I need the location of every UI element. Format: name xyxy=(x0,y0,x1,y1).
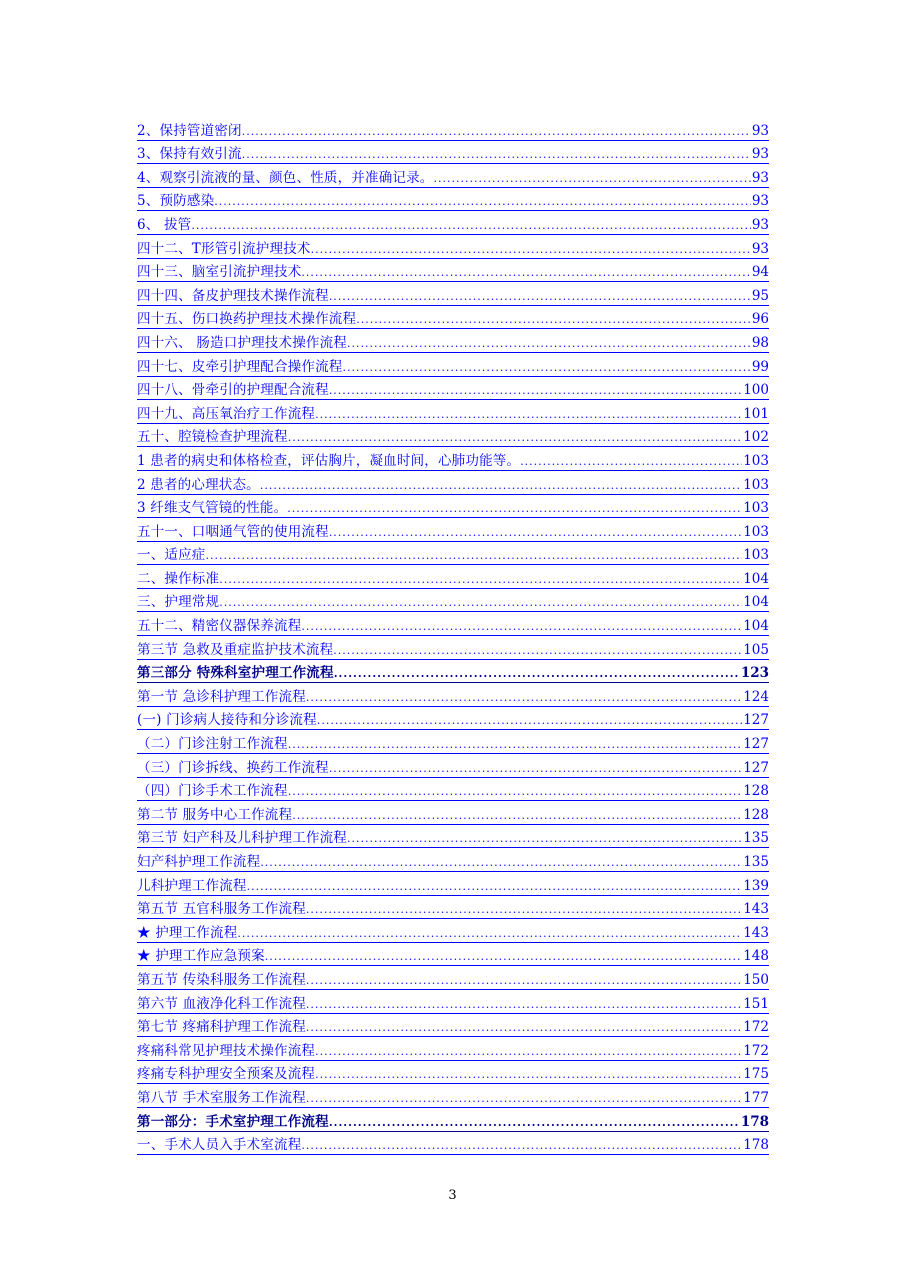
toc-dot-leader xyxy=(260,854,742,871)
toc-entry-page: 104 xyxy=(743,618,769,635)
toc-entry-title: 第一部分：手术室护理工作流程 xyxy=(137,1113,329,1130)
toc-entry[interactable] xyxy=(137,471,769,495)
toc-entry-title: 第七节 疼痛科护理工作流程 xyxy=(137,1019,306,1036)
toc-entry-title: 第五节 五官科服务工作流程 xyxy=(137,901,306,918)
toc-entry[interactable] xyxy=(137,896,769,920)
toc-dot-leader xyxy=(219,594,742,611)
toc-dot-leader xyxy=(288,783,743,800)
toc-entry-title: 四十五、伤口换药护理技术操作流程 xyxy=(137,311,357,328)
toc-dot-leader xyxy=(306,1019,742,1036)
toc-dot-leader xyxy=(329,382,742,399)
toc-entry-page: 104 xyxy=(743,594,769,611)
toc-entry-page: 123 xyxy=(740,665,769,682)
toc-dot-leader xyxy=(301,264,750,281)
toc-entry-title: 四十八、骨牵引的护理配合流程 xyxy=(137,382,329,399)
toc-entry[interactable] xyxy=(137,730,769,754)
toc-entry-page: 143 xyxy=(743,901,769,918)
toc-dot-leader xyxy=(329,760,742,777)
toc-entry-title: 6、 拔管 xyxy=(137,216,192,233)
toc-dot-leader xyxy=(288,429,743,446)
toc-dot-leader xyxy=(347,830,742,847)
toc-entry-page: 127 xyxy=(743,759,769,776)
toc-entry[interactable] xyxy=(137,1084,769,1108)
toc-entry-page: 96 xyxy=(751,311,769,328)
toc-entry-page: 128 xyxy=(743,806,769,823)
toc-entry-page: 150 xyxy=(743,971,769,988)
toc-entry-page: 104 xyxy=(743,570,769,587)
toc-dot-leader xyxy=(520,453,742,470)
toc-entry-title: 5、预防感染 xyxy=(137,193,215,210)
toc-entry-page: 102 xyxy=(743,429,769,446)
toc-entry-title: 四十九、高压氧治疗工作流程 xyxy=(137,405,316,422)
toc-entry-title: 第三部分 特殊科室护理工作流程 xyxy=(137,665,334,682)
toc-entry[interactable] xyxy=(137,612,769,636)
toc-entry-title: 第三节 妇产科及儿科护理工作流程 xyxy=(137,830,347,847)
toc-entry-page: 95 xyxy=(751,287,769,304)
toc-dot-leader xyxy=(315,1066,742,1083)
toc-entry-title: 五十二、精密仪器保养流程 xyxy=(137,618,302,635)
toc-entry-title: 2 患者的心理状态。 xyxy=(137,476,260,493)
toc-entry-page: 93 xyxy=(751,193,769,210)
toc-entry[interactable] xyxy=(137,589,769,613)
toc-entry[interactable] xyxy=(137,377,769,401)
toc-entry-title: 二、操作标准 xyxy=(137,570,220,587)
toc-entry-title: （三）门诊拆线、换药工作流程 xyxy=(137,759,329,776)
toc-dot-leader xyxy=(347,335,751,352)
toc-entry[interactable] xyxy=(137,565,769,589)
toc-entry-page: 100 xyxy=(743,382,769,399)
toc-entry-page: 178 xyxy=(740,1113,769,1130)
toc-entry[interactable] xyxy=(137,636,769,660)
toc-entry[interactable] xyxy=(137,282,769,306)
toc-entry-page: 135 xyxy=(743,830,769,847)
toc-dot-leader xyxy=(315,1043,742,1060)
toc-entry-title: 儿科护理工作流程 xyxy=(137,877,247,894)
toc-entry-page: 103 xyxy=(743,547,769,564)
toc-entry-title: 4、观察引流液的量、颜色、性质，并准确记录。 xyxy=(137,169,434,186)
toc-dot-leader xyxy=(311,241,751,258)
toc-entry[interactable] xyxy=(137,707,769,731)
toc-entry-title: 疼痛科常见护理技术操作流程 xyxy=(137,1042,316,1059)
toc-entry-page: 105 xyxy=(743,641,769,658)
toc-entry-title: 一、手术人员入手术室流程 xyxy=(137,1137,302,1154)
toc-entry[interactable] xyxy=(137,943,769,967)
toc-entry-page: 124 xyxy=(743,688,769,705)
toc-entry-page: 103 xyxy=(743,523,769,540)
toc-entry[interactable] xyxy=(137,495,769,519)
toc-entry-title: 第三节 急救及重症监护技术流程 xyxy=(137,641,334,658)
toc-dot-leader xyxy=(214,193,751,210)
toc-entry-page: 127 xyxy=(743,736,769,753)
toc-entry-page: 93 xyxy=(751,169,769,186)
toc-entry[interactable] xyxy=(137,211,769,235)
toc-dot-leader xyxy=(315,406,742,423)
toc-entry-page: 128 xyxy=(743,783,769,800)
toc-entry-title: 2、保持管道密闭 xyxy=(137,122,242,139)
toc-entry-page: 127 xyxy=(743,712,769,729)
toc-entry-title: 3 纤维支气管镜的性能。 xyxy=(137,500,288,517)
toc-entry-page: 139 xyxy=(743,877,769,894)
toc-entry-title: 五十、腔镜检查护理流程 xyxy=(137,429,288,446)
toc-entry[interactable] xyxy=(137,825,769,849)
toc-entry-page: 177 xyxy=(743,1089,769,1106)
toc-entry[interactable] xyxy=(137,447,769,471)
toc-entry-page: 93 xyxy=(751,122,769,139)
toc-entry[interactable] xyxy=(137,259,769,283)
toc-entry[interactable] xyxy=(137,660,769,684)
toc-entry-title: 四十六、 肠造口护理技术操作流程 xyxy=(137,334,347,351)
toc-entry-page: 148 xyxy=(743,948,769,965)
toc-entry-page: 178 xyxy=(743,1137,769,1154)
toc-dot-leader xyxy=(260,477,742,494)
toc-entry-title: 妇产科护理工作流程 xyxy=(137,854,261,870)
toc-entry-title: 四十二、T形管引流护理技术 xyxy=(137,240,311,257)
toc-dot-leader xyxy=(329,1114,740,1131)
toc-entry-page: 143 xyxy=(743,924,769,941)
toc-entry-title: 四十三、脑室引流护理技术 xyxy=(137,264,302,281)
toc-entry-title: 四十四、备皮护理技术操作流程 xyxy=(137,287,329,304)
toc-entry-page: 99 xyxy=(751,358,769,375)
toc-entry[interactable] xyxy=(137,188,769,212)
toc-entry-page: 94 xyxy=(751,264,769,281)
toc-dot-leader xyxy=(288,736,743,753)
toc-entry[interactable] xyxy=(137,518,769,542)
toc-entry-page: 101 xyxy=(743,405,769,422)
toc-entry-title: 一、适应症 xyxy=(137,547,206,564)
toc-entry[interactable] xyxy=(137,306,769,330)
toc-dot-leader xyxy=(242,123,751,140)
toc-dot-leader xyxy=(306,996,742,1013)
toc-entry[interactable] xyxy=(137,164,769,188)
toc-dot-leader xyxy=(301,1137,742,1154)
toc-entry-page: 151 xyxy=(743,995,769,1012)
toc-entry-page: 93 xyxy=(751,216,769,233)
toc-dot-leader xyxy=(265,948,742,965)
toc-entry-page: 103 xyxy=(743,500,769,517)
toc-entry[interactable] xyxy=(137,424,769,448)
toc-entry-title: 3、保持有效引流 xyxy=(137,146,242,163)
toc-dot-leader xyxy=(191,217,750,234)
toc-entry-page: 103 xyxy=(743,452,769,469)
toc-entry[interactable] xyxy=(137,400,769,424)
toc-dot-leader xyxy=(317,712,742,729)
toc-entry-title: 第二节 服务中心工作流程 xyxy=(137,806,293,823)
toc-entry-title: ★ 护理工作流程 xyxy=(137,924,238,941)
toc-entry[interactable] xyxy=(137,141,769,165)
toc-entry-page: 93 xyxy=(751,146,769,163)
toc-dot-leader xyxy=(206,547,743,564)
table-of-contents xyxy=(137,117,769,1155)
toc-entry[interactable] xyxy=(137,754,769,778)
toc-entry[interactable] xyxy=(137,1061,769,1085)
toc-entry[interactable] xyxy=(137,329,769,353)
toc-entry-title: 疼痛专科护理安全预案及流程 xyxy=(137,1066,316,1083)
toc-dot-leader xyxy=(287,500,742,517)
toc-dot-leader xyxy=(356,311,751,328)
toc-entry[interactable] xyxy=(137,1108,769,1132)
toc-entry[interactable] xyxy=(137,683,769,707)
toc-dot-leader xyxy=(333,642,742,659)
toc-entry-title: 第五节 传染科服务工作流程 xyxy=(137,971,306,988)
toc-dot-leader xyxy=(219,571,742,588)
toc-entry[interactable] xyxy=(137,778,769,802)
toc-entry-page: 172 xyxy=(743,1019,769,1036)
toc-entry-title: （二）门诊注射工作流程 xyxy=(137,736,288,753)
toc-entry-title: 1 患者的病史和体格检查，评估胸片，凝血时间，心肺功能等。 xyxy=(137,452,521,469)
toc-entry[interactable] xyxy=(137,1132,769,1156)
toc-entry-title: (一) 门诊病人接待和分诊流程 xyxy=(137,712,317,729)
toc-entry-title: 五十一、口咽通气管的使用流程 xyxy=(137,523,329,540)
toc-entry-page: 103 xyxy=(743,476,769,493)
toc-entry-title: 第六节 血液净化科工作流程 xyxy=(137,995,306,1012)
toc-dot-leader xyxy=(242,146,751,163)
toc-entry[interactable] xyxy=(137,1014,769,1038)
toc-entry-title: 四十七、皮牵引护理配合操作流程 xyxy=(137,358,343,375)
toc-dot-leader xyxy=(301,618,742,635)
toc-dot-leader xyxy=(292,807,742,824)
toc-entry-page: 175 xyxy=(743,1066,769,1083)
toc-entry[interactable] xyxy=(137,353,769,377)
toc-dot-leader xyxy=(343,359,751,376)
toc-dot-leader xyxy=(306,689,742,706)
toc-entry[interactable] xyxy=(137,872,769,896)
toc-entry-title: ★ 护理工作应急预案 xyxy=(137,948,265,965)
toc-entry[interactable] xyxy=(137,919,769,943)
toc-entry[interactable] xyxy=(137,1037,769,1061)
toc-dot-leader xyxy=(434,170,751,187)
toc-entry[interactable] xyxy=(137,990,769,1014)
toc-entry-page: 135 xyxy=(743,854,769,870)
toc-entry-page: 98 xyxy=(751,334,769,351)
page-number: 3 xyxy=(448,1188,457,1203)
toc-dot-leader xyxy=(306,972,742,989)
toc-entry[interactable] xyxy=(137,542,769,566)
toc-dot-leader xyxy=(334,665,740,682)
toc-entry[interactable] xyxy=(137,848,769,872)
toc-entry-page: 172 xyxy=(743,1042,769,1059)
toc-dot-leader xyxy=(329,288,751,305)
toc-entry[interactable] xyxy=(137,117,769,141)
toc-entry-title: （四）门诊手术工作流程 xyxy=(137,783,288,800)
toc-entry-title: 第八节 手术室服务工作流程 xyxy=(137,1089,306,1106)
toc-entry[interactable] xyxy=(137,966,769,990)
toc-entry-page: 93 xyxy=(751,240,769,257)
toc-dot-leader xyxy=(237,925,742,942)
toc-dot-leader xyxy=(329,524,742,541)
toc-entry[interactable] xyxy=(137,235,769,259)
toc-dot-leader xyxy=(306,1090,742,1107)
toc-entry[interactable] xyxy=(137,801,769,825)
toc-dot-leader xyxy=(306,901,742,918)
toc-entry-title: 三、护理常规 xyxy=(137,594,220,611)
toc-entry-title: 第一节 急诊科护理工作流程 xyxy=(137,688,306,705)
toc-dot-leader xyxy=(247,878,743,895)
